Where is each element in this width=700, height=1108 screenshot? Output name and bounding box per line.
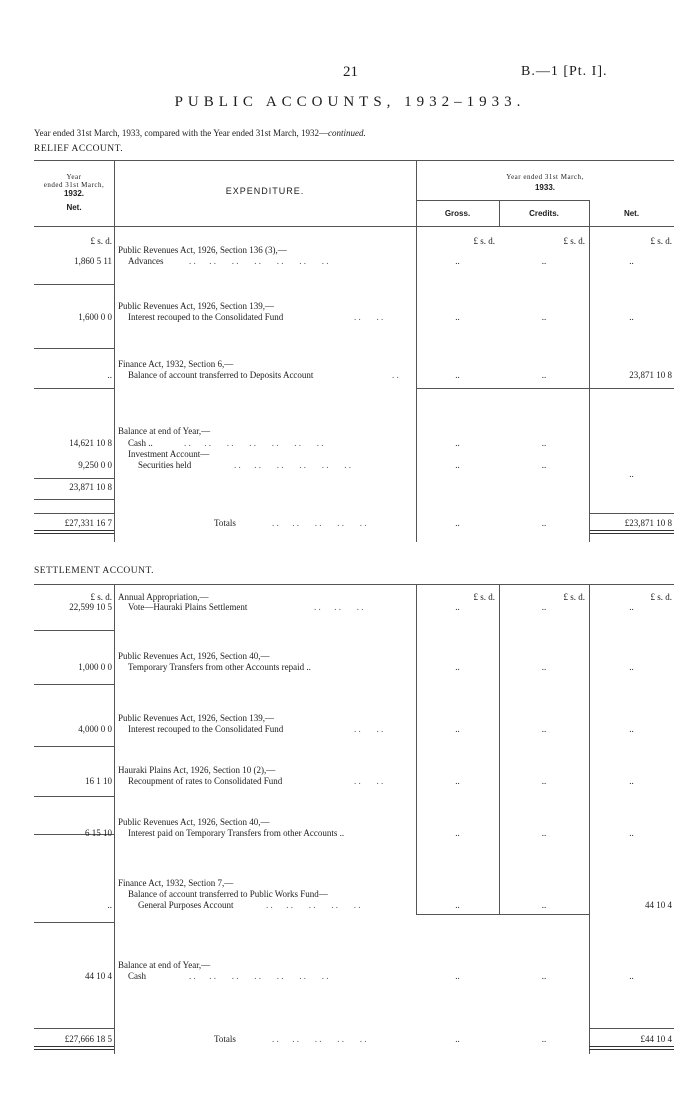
totals-top-rule (34, 1028, 114, 1029)
totals-label: Totals (214, 1034, 236, 1044)
net-value: .. (629, 256, 634, 266)
dot-leader: . . . . . . . . . . . . . . (189, 971, 329, 981)
net-value: 44 10 4 (645, 900, 672, 910)
prev-net-value: .. (107, 370, 112, 380)
current-year-heading: 1933. (534, 183, 556, 192)
dot-leader: . . (392, 370, 399, 380)
table-top-rule (34, 160, 674, 161)
gross-heading: Gross. (444, 209, 471, 218)
expenditure-authority: Finance Act, 1932, Section 6,— (118, 359, 234, 369)
balance-cash-label: Cash (128, 971, 146, 981)
subheader-rule (416, 200, 589, 201)
credits-value: .. (541, 724, 547, 734)
dot-leader: . . . . (354, 776, 384, 786)
expenditure-item: Balance of account transferred to Public Works Fund— (128, 889, 328, 899)
dot-leader: . . . . . . . . . . . . . . (189, 256, 329, 266)
balance-securities-label: Securities held (138, 460, 192, 470)
prev-net-value: 16 1 10 (85, 776, 112, 786)
expenditure-item: Balance of account transferred to Deposits Account (128, 370, 314, 380)
settlement-section-title: SETTLEMENT ACCOUNT. (34, 566, 154, 576)
totals-top-rule (589, 1028, 674, 1029)
row-rule (34, 684, 114, 685)
prev-year-heading: 1932. (63, 189, 85, 198)
units-label: £ s. d. (650, 592, 672, 602)
prev-net-value: 22,599 10 5 (69, 602, 112, 612)
expenditure-item: Recoupment of rates to Consolidated Fund (128, 776, 283, 786)
expenditure-authority: Hauraki Plains Act, 1926, Section 10 (2),— (118, 765, 276, 775)
row-rule (416, 388, 674, 389)
row-rule (34, 796, 114, 797)
gross-value: .. (455, 256, 460, 266)
net-value: .. (629, 971, 634, 981)
prev-net-value: .. (107, 900, 112, 910)
totals-top-rule (589, 513, 674, 514)
gross-value: .. (455, 724, 460, 734)
prev-net-value: 14,621 10 8 (69, 438, 112, 448)
totals-double-rule (34, 530, 114, 534)
column-divider (589, 584, 590, 1054)
row-rule (34, 922, 114, 923)
relief-section-title: RELIEF ACCOUNT. (34, 144, 124, 154)
column-divider (499, 584, 500, 914)
credits-total: .. (541, 1034, 547, 1044)
credits-value: .. (541, 900, 547, 910)
gross-value: .. (455, 438, 460, 448)
gross-value: .. (455, 776, 460, 786)
prev-total: £27,331 16 7 (64, 518, 112, 528)
balance-investment-label: Investment Account— (128, 449, 210, 459)
expenditure-item: Temporary Transfers from other Accounts repaid .. (128, 662, 311, 672)
totals-top-rule (34, 513, 114, 514)
row-rule (34, 284, 114, 285)
credits-value: .. (541, 370, 547, 380)
column-divider (114, 584, 115, 1054)
net-value: .. (629, 828, 634, 838)
units-label: £ s. d. (650, 236, 672, 246)
expenditure-authority: Public Revenues Act, 1926, Section 40,— (118, 817, 270, 827)
prev-year-heading: ended 31st March, (43, 181, 105, 189)
page-title: PUBLIC ACCOUNTS, 1932–1933. (174, 94, 526, 110)
expenditure-authority: Public Revenues Act, 1926, Section 139,— (118, 301, 274, 311)
balance-heading: Balance at end of Year,— (118, 426, 211, 436)
settlement-account-table (34, 584, 674, 1054)
expenditure-authority: Public Revenues Act, 1926, Section 139,— (118, 713, 274, 723)
prev-net-value: 1,600 0 0 (78, 312, 112, 322)
units-label: £ s. d. (90, 236, 112, 246)
header-bottom-rule (34, 226, 674, 227)
prev-net-heading: Net. (66, 203, 82, 212)
expenditure-authority: Public Revenues Act, 1926, Section 40,— (118, 651, 270, 661)
gross-value: .. (455, 662, 460, 672)
prev-net-value: 6 15 10 (85, 828, 112, 838)
credits-value: .. (541, 256, 547, 266)
credits-value: .. (541, 460, 547, 470)
row-rule (34, 630, 114, 631)
page-subtitle (34, 128, 366, 138)
units-label: £ s. d. (473, 592, 495, 602)
expenditure-authority: Public Revenues Act, 1926, Section 136 (3),— (118, 245, 287, 255)
gross-value: .. (455, 900, 460, 910)
totals-double-rule (589, 1046, 674, 1050)
prev-net-value: 44 10 4 (85, 971, 112, 981)
units-label: £ s. d. (563, 236, 585, 246)
credits-heading: Credits. (529, 209, 559, 218)
gross-value: .. (455, 971, 460, 981)
expenditure-item: Interest paid on Temporary Transfers from other Accounts .. (128, 828, 345, 838)
gross-total: .. (455, 518, 460, 528)
credits-value: .. (541, 438, 547, 448)
gross-value: .. (455, 602, 460, 612)
current-year-heading: Year ended 31st March, (506, 173, 584, 181)
credits-value: .. (541, 662, 547, 672)
net-total: £44 10 4 (640, 1034, 672, 1044)
net-heading: Net. (623, 209, 640, 218)
totals-label: Totals (214, 518, 236, 528)
expenditure-item: Advances (128, 256, 164, 266)
row-rule (34, 499, 114, 500)
prev-net-value: 4,000 0 0 (78, 724, 112, 734)
prev-subtotal: 23,871 10 8 (69, 482, 112, 492)
net-value: .. (629, 602, 634, 612)
subtitle-main: Year ended 31st March, 1933, compared with the Year ended 31st March, 1932— (34, 128, 329, 138)
subtitle-continued: continued. (328, 128, 366, 138)
prev-year-heading: Year (66, 173, 82, 181)
gross-value: .. (455, 828, 460, 838)
dot-leader: . . . . . . . . . . . . . . (184, 438, 324, 448)
row-rule (416, 914, 589, 915)
expenditure-item: Vote—Hauraki Plains Settlement (128, 602, 248, 612)
credits-value: .. (541, 828, 547, 838)
gross-value: .. (455, 312, 460, 322)
dot-leader: . . . . . . . . . . . . (234, 460, 351, 470)
expenditure-subitem: General Purposes Account (138, 900, 234, 910)
prev-net-value: 9,250 0 0 (78, 460, 112, 470)
net-value: .. (629, 312, 634, 322)
gross-value: .. (455, 460, 460, 470)
prev-net-value: 1,860 5 11 (74, 256, 112, 266)
row-rule (34, 348, 114, 349)
expenditure-item: Interest recouped to the Consolidated Fund (128, 724, 284, 734)
net-value: .. (629, 724, 634, 734)
row-rule (34, 388, 114, 389)
gross-total: .. (455, 1034, 460, 1044)
dot-leader: . . . . . . (314, 602, 364, 612)
dot-leader: . . . . . . . . . . (272, 518, 367, 528)
expenditure-authority: Annual Appropriation,— (118, 592, 209, 602)
units-label: £ s. d. (90, 592, 112, 602)
balance-cash-label: Cash .. (128, 438, 153, 448)
dot-leader: . . . . (354, 724, 384, 734)
expenditure-item: Interest recouped to the Consolidated Fund (128, 312, 284, 322)
dot-leader: . . . . . . . . . . (266, 900, 361, 910)
totals-double-rule (34, 1046, 114, 1050)
credits-total: .. (541, 518, 547, 528)
prev-net-value: 1,000 0 0 (78, 662, 112, 672)
credits-value: .. (541, 602, 547, 612)
dot-leader: . . . . . . . . . . (272, 1034, 367, 1044)
dot-leader: . . . . (354, 312, 384, 322)
expenditure-heading: EXPENDITURE. (225, 186, 305, 196)
net-value: 23,871 10 8 (629, 370, 672, 380)
column-divider (416, 584, 417, 914)
net-value: .. (629, 662, 634, 672)
net-value: .. (629, 469, 634, 479)
column-divider (114, 160, 115, 542)
document-reference: B.—1 [Pt. I]. (521, 64, 608, 79)
relief-account-table (34, 160, 674, 544)
subtotal-rule (34, 478, 114, 479)
net-total: £23,871 10 8 (624, 518, 672, 528)
credits-value: .. (541, 312, 547, 322)
gross-value: .. (455, 370, 460, 380)
credits-value: .. (541, 776, 547, 786)
totals-double-rule (589, 530, 674, 534)
row-rule (34, 746, 114, 747)
prev-total: £27,666 18 5 (64, 1034, 112, 1044)
units-label: £ s. d. (473, 236, 495, 246)
units-label: £ s. d. (563, 592, 585, 602)
credits-value: .. (541, 971, 547, 981)
net-value: .. (629, 776, 634, 786)
page-number: 21 (343, 64, 358, 80)
table-top-rule (34, 584, 674, 585)
expenditure-authority: Finance Act, 1932, Section 7,— (118, 878, 234, 888)
balance-heading: Balance at end of Year,— (118, 960, 211, 970)
